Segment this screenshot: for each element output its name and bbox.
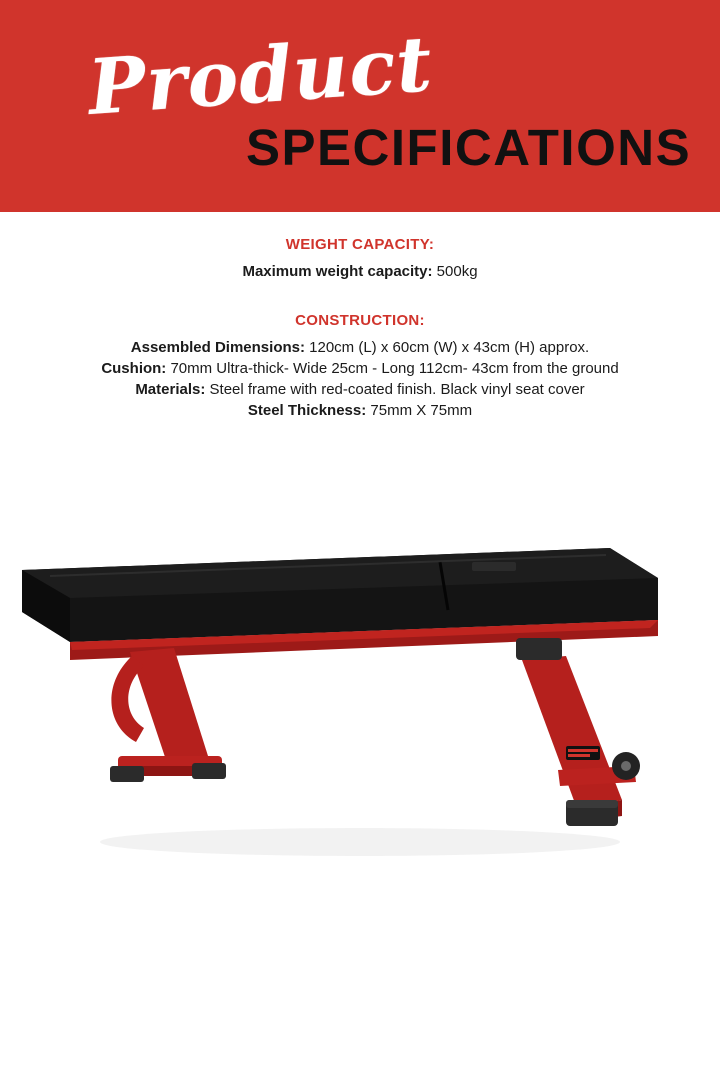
- assembled-dimensions-value: 120cm (L) x 60cm (W) x 43cm (H) approx.: [309, 339, 590, 356]
- frame-sticker: [566, 746, 600, 760]
- steel-thickness-value: 75mm X 75mm: [370, 402, 473, 419]
- specifications-section: [0, 236, 720, 421]
- materials-label: Materials:: [135, 381, 210, 398]
- construction-row: [0, 379, 720, 400]
- weight-capacity-row: [0, 261, 720, 282]
- construction-row: [0, 400, 720, 421]
- bench-frame-right: [516, 638, 640, 826]
- foot-pad-right-top: [516, 638, 562, 660]
- weight-capacity-label: Maximum weight capacity:: [242, 263, 437, 280]
- section-divider: [0, 282, 720, 312]
- construction-heading: CONSTRUCTION:: [295, 312, 425, 329]
- foot-pad-left-back: [192, 763, 226, 779]
- steel-thickness-label: Steel Thickness:: [247, 402, 371, 419]
- header-script-title: Product: [85, 19, 436, 132]
- floor-shadow: [100, 828, 620, 856]
- foot-pad-left-front: [110, 766, 144, 782]
- cushion-label: Cushion:: [101, 360, 171, 377]
- weight-capacity-value: 500kg: [436, 263, 478, 280]
- page-title: SPECIFICATIONS: [246, 119, 692, 176]
- product-image-area: [0, 470, 720, 900]
- flat-bench-illustration: [10, 470, 710, 870]
- header-banner: [0, 0, 720, 212]
- weight-capacity-heading: WEIGHT CAPACITY:: [285, 236, 435, 253]
- assembled-dimensions-label: Assembled Dimensions:: [130, 339, 310, 356]
- construction-row: [0, 337, 720, 358]
- cushion-value: 70mm Ultra-thick- Wide 25cm - Long 112cm- 43cm from the ground: [170, 360, 619, 377]
- brand-tag: [472, 562, 516, 571]
- materials-value: Steel frame with red-coated finish. Black vinyl seat cover: [209, 381, 585, 398]
- construction-row: [0, 358, 720, 379]
